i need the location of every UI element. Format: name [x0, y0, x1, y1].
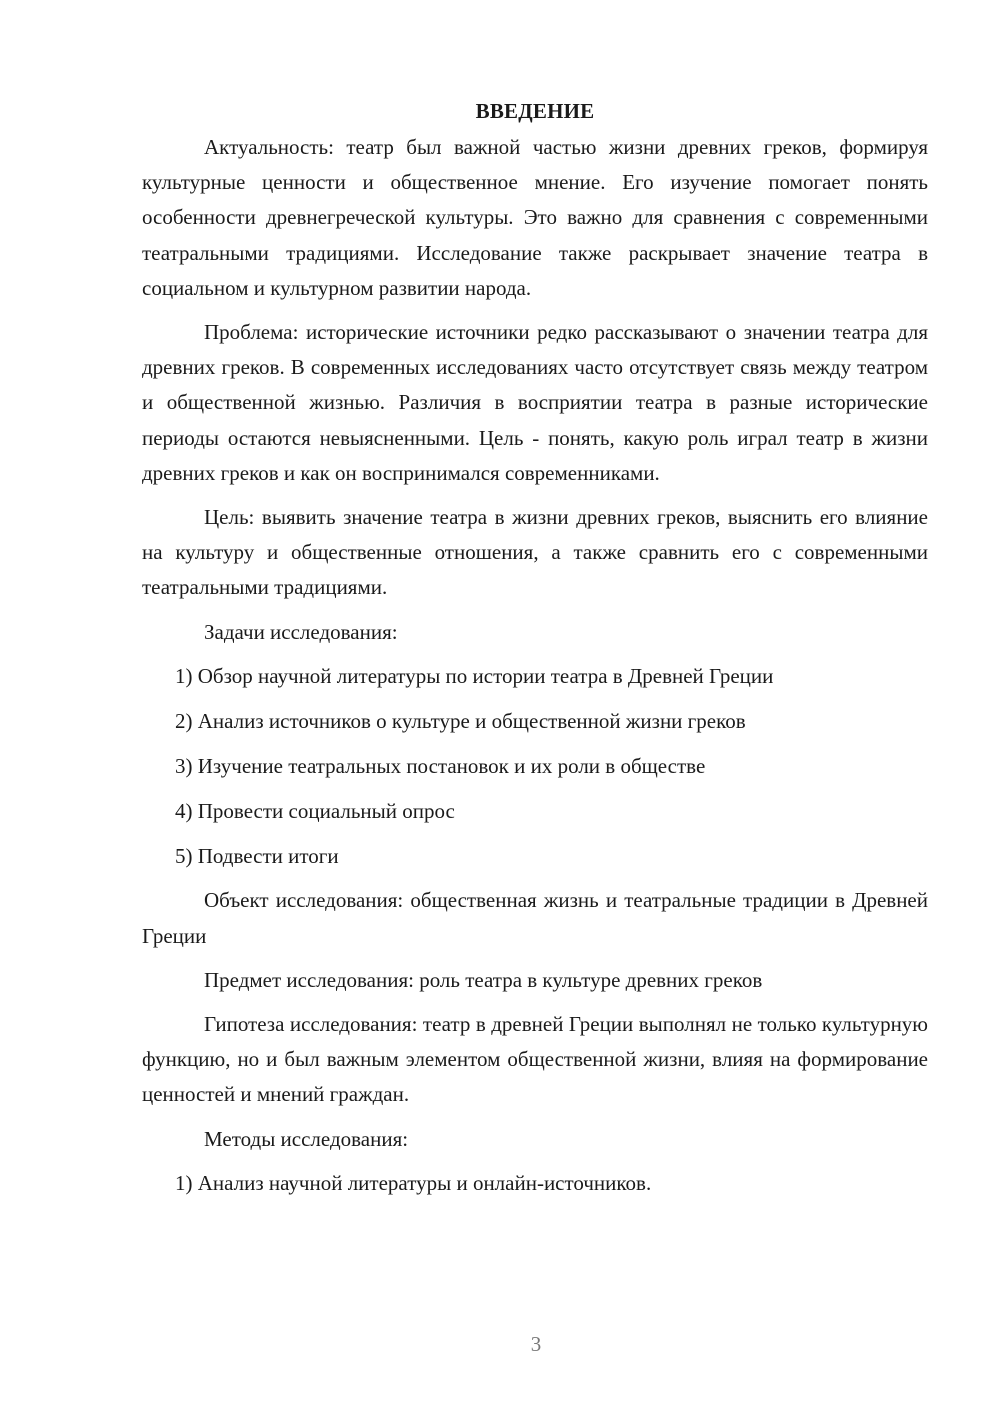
task-item: 1) Обзор научной литературы по истории театра в Древней Греции [175, 664, 774, 689]
task-item: 2) Анализ источников о культуре и общественной жизни греков [175, 709, 746, 734]
page-number: 3 [530, 1332, 542, 1356]
goal-paragraph: Цель: выявить значение театра в жизни древних греков, выяснить его влияние на культуру и общественные отношения, а также сравнить его с современными театральными традициями. [142, 505, 928, 600]
object-paragraph: Объект исследования: общественная жизнь и театральные традиции в Древней Греции [142, 888, 928, 948]
page-content [142, 94, 928, 1211]
relevance-paragraph: Актуальность: театр был важной частью жизни древних греков, формируя культурные ценности и общественное мнение. Его изучение помогает понять особенности древнегреческой культуры. Это важно для сравнения с современными театральными традициями. Исследование также раскрывает значение театра в социальном и культурном развитии народа. [142, 135, 928, 300]
task-item: 3) Изучение театральных постановок и их роли в обществе [175, 754, 706, 779]
tasks-title: Задачи исследования: [204, 619, 398, 644]
hypothesis-paragraph: Гипотеза исследования: театр в древней Греции выполнял не только культурную функцию, но и был важным элементом общественной жизни, влияя на формирование ценностей и мнений граждан. [142, 1012, 928, 1107]
method-item: 1) Анализ научной литературы и онлайн-источников. [175, 1171, 652, 1196]
problem-paragraph: Проблема: исторические источники редко рассказывают о значении театра для древних греков. В современных исследованиях часто отсутствует связь между театром и общественной жизнью. Различия в восприятии театра в разные исторические периоды остаются невыясненными. Цель - понять, какую роль играл театр в жизни древних греков и как он воспринимался современниками. [142, 320, 928, 485]
page-title: ВВЕДЕНИЕ [475, 99, 595, 123]
methods-title: Методы исследования: [204, 1126, 409, 1151]
subject-paragraph: Предмет исследования: роль театра в культуре древних греков [204, 967, 763, 992]
task-item: 4) Провести социальный опрос [175, 798, 455, 823]
task-item: 5) Подвести итоги [175, 843, 339, 868]
